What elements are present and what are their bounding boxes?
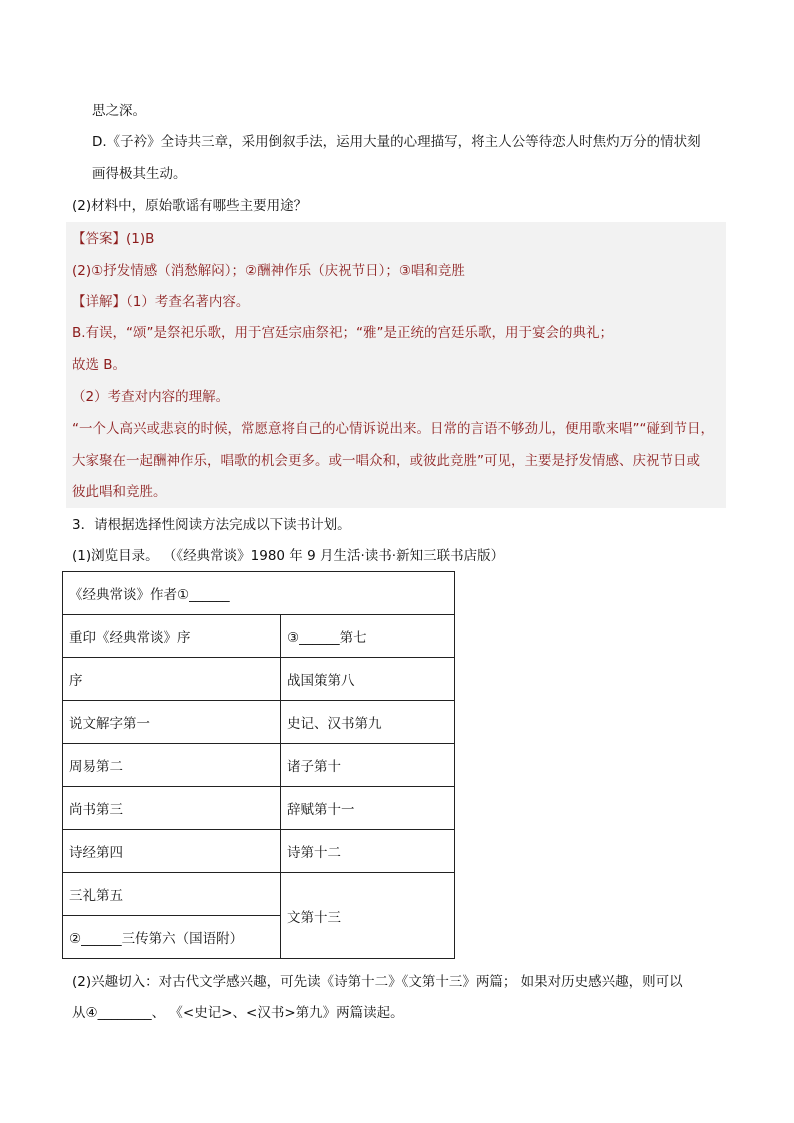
- toc-cell: 尚书第三: [63, 787, 281, 830]
- detail-quote: 大家聚在一起酬神作乐，唱歌的机会更多。或一唱众和，或彼此竞胜”可见，主要是抒发情感、庆祝节日或: [72, 453, 700, 469]
- toc-cell: 诸子第十: [281, 744, 455, 787]
- toc-cell: 诗经第四: [63, 830, 281, 873]
- detail-label: 【详解】（1）考查名著内容。: [72, 294, 250, 310]
- sub-question-1: (1)浏览目录。 （《经典常谈》1980 年 9 月生活·读书·新知三联书店版）: [72, 548, 505, 564]
- toc-cell: 文第十三: [281, 873, 455, 959]
- sub-question-2: 从④________、 《<史记>、<汉书>第九》两篇读起。: [72, 1005, 404, 1021]
- question-2: (2)材料中，原始歌谣有哪些主要用途？: [72, 198, 308, 214]
- toc-cell: 辞赋第十一: [281, 787, 455, 830]
- toc-header: 《经典常谈》作者①______: [63, 572, 455, 615]
- toc-cell: 周易第二: [63, 744, 281, 787]
- toc-cell: 三礼第五: [63, 873, 281, 916]
- toc-cell: 说文解字第一: [63, 701, 281, 744]
- text-line: 画得极其生动。: [92, 166, 187, 182]
- detail-b: B.有误，“颂”是祭祀乐歌，用于宫廷宗庙祭祀；“雅”是正统的宫廷乐歌，用于宴会的典礼；: [72, 325, 614, 341]
- toc-cell: 诗第十二: [281, 830, 455, 873]
- toc-cell: 战国策第八: [281, 658, 455, 701]
- answer-label: 【答案】(1)B: [72, 231, 155, 247]
- toc-cell: ③______第七: [281, 615, 455, 658]
- toc-cell: 重印《经典常谈》序: [63, 615, 281, 658]
- toc-cell: 序: [63, 658, 281, 701]
- detail-p2: （2）考查对内容的理解。: [72, 389, 230, 405]
- answer-2: (2)①抒发情感（消愁解闷）；②酬神作乐（庆祝节日）；③唱和竞胜: [72, 263, 465, 279]
- detail-quote: 彼此唱和竞胜。: [72, 484, 167, 500]
- detail-choose: 故选 B。: [72, 357, 127, 373]
- toc-table: [62, 571, 455, 959]
- toc-cell: ②______三传第六（国语附）: [63, 916, 281, 959]
- detail-quote: “一个人高兴或悲哀的时候，常愿意将自己的心情诉说出来。日常的言语不够劲儿，便用歌来唱”“碰到节日，: [72, 421, 714, 437]
- option-d: D.《子衿》全诗共三章，采用倒叙手法，运用大量的心理描写，将主人公等待恋人时焦灼万分的情状刻: [92, 134, 701, 150]
- question-3: 3．请根据选择性阅读方法完成以下读书计划。: [72, 517, 351, 533]
- text-line: 思之深。: [92, 103, 146, 119]
- toc-cell: 史记、汉书第九: [281, 701, 455, 744]
- sub-question-2: (2)兴趣切入：对古代文学感兴趣，可先读《诗第十二》《文第十三》两篇； 如果对历史感兴趣，则可以: [72, 974, 683, 990]
